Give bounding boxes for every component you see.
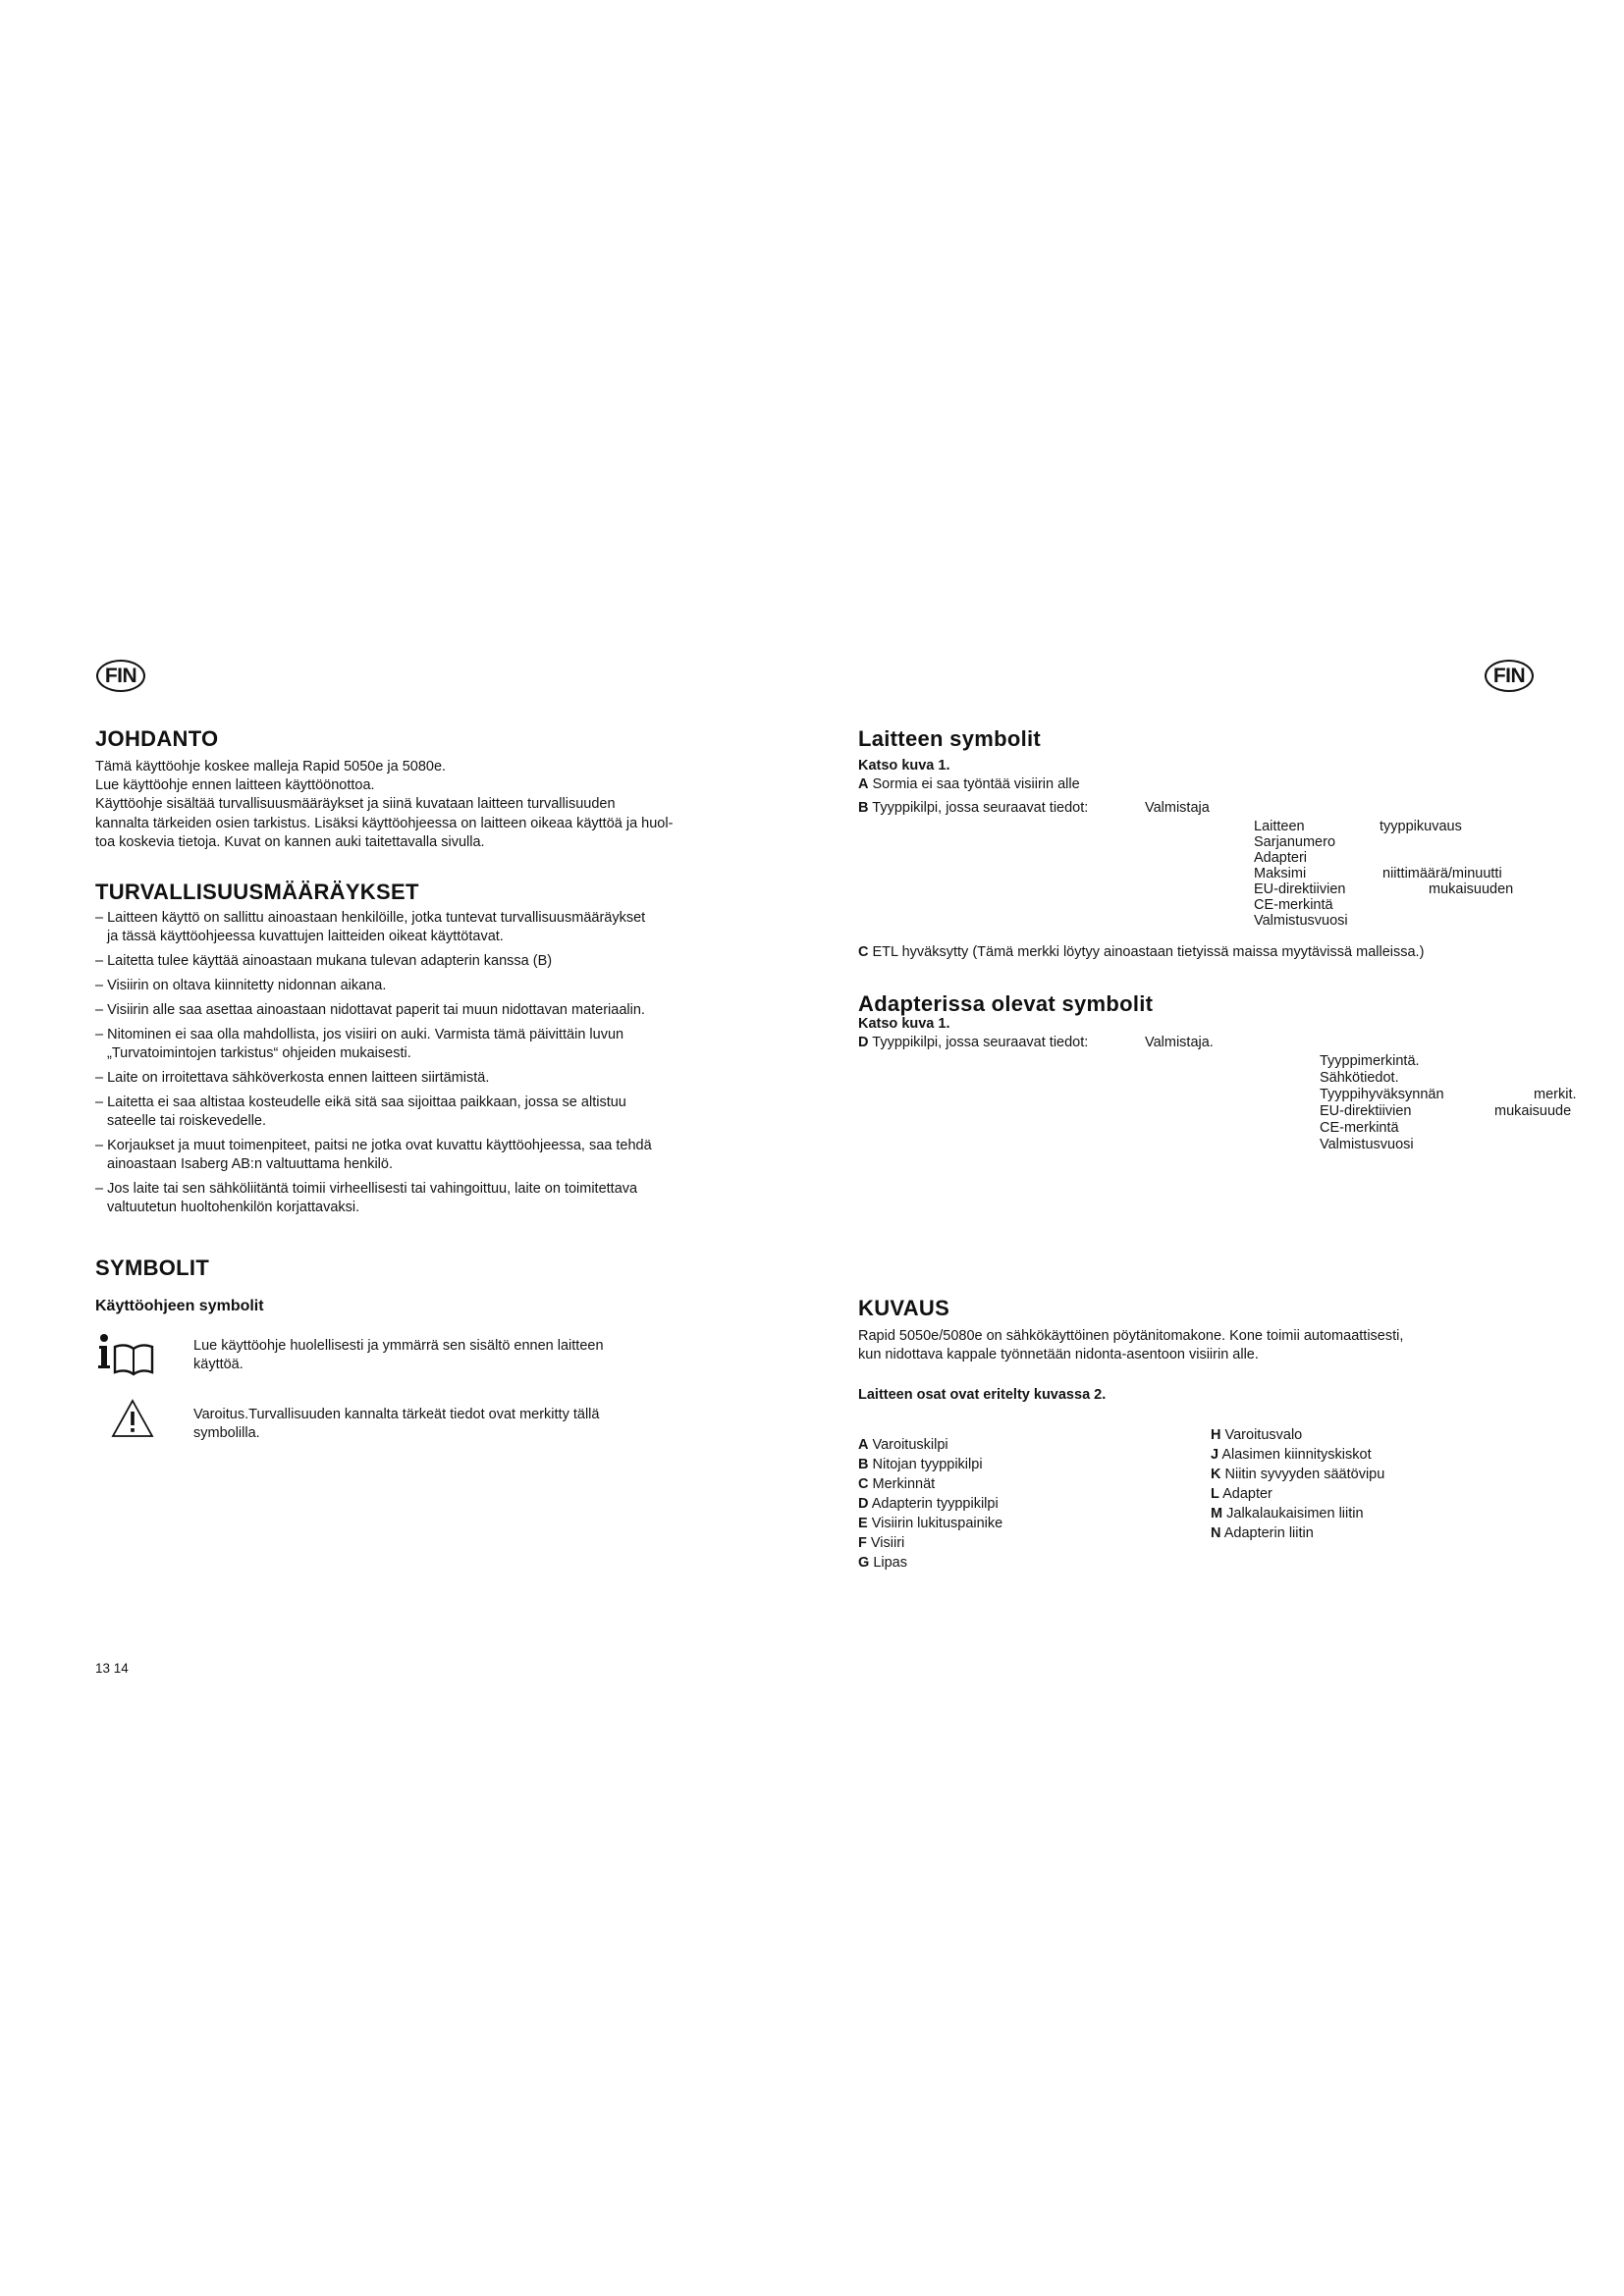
adapter-plate-label: merkit. (1534, 1087, 1577, 1102)
intro-text: Tämä käyttöohje koskee malleja Rapid 5050e ja 5080e. Lue käyttöohje ennen laitteen käyttöönottoa. Käyttöohje sisältää turvallisuusmääräykset ja siinä kuvataan laitteen turvallisuuden kannalta tärkeiden osien tarkistus. Lisäksi käyttöohjeessa on laitteen oikeaa käyttöä ja huol- toa koskevia tietoja. Kuvat on kannen auki taitettavalla sivulla. (95, 759, 674, 850)
intro-title: JOHDANTO (95, 726, 219, 751)
list-item: F Visiiri (858, 1535, 905, 1551)
info-book-icon (96, 1333, 155, 1376)
symbols-title: SYMBOLIT (95, 1255, 210, 1280)
list-item: J Alasimen kiinnityskiskot (1211, 1447, 1372, 1463)
symbol-a: A Sormia ei saa työntää visiirin alle (858, 776, 1080, 792)
plate-label: EU-direktiivien (1254, 881, 1346, 897)
symbol-d-manufacturer: Valmistaja. (1145, 1035, 1214, 1050)
list-item: M Jalkalaukaisimen liitin (1211, 1506, 1364, 1522)
list-item: E Visiirin lukituspainike (858, 1516, 1003, 1531)
plate-label: Valmistusvuosi (1254, 913, 1348, 929)
symbol-d: D Tyyppikilpi, jossa seuraavat tiedot: (858, 1035, 1089, 1050)
description-text: Rapid 5050e/5080e on sähkökäyttöinen pöytänitomakone. Kone toimii automaattisesti, kun nidottava kappale työnnetään nidonta-asentoon visiirin alle. (858, 1328, 1404, 1363)
symbols-subtitle: Käyttöohjeen symbolit (95, 1298, 264, 1314)
plate-label: CE-merkintä (1254, 897, 1333, 913)
list-item: – Laite on irroitettava sähköverkosta ennen laitteen siirtämistä. (95, 1070, 490, 1086)
plate-label: Adapteri (1254, 850, 1308, 866)
list-item: A Varoituskilpi (858, 1437, 948, 1453)
adapter-symbols-ref: Katso kuva 1. (858, 1016, 950, 1032)
list-item: – Laitetta tulee käyttää ainoastaan mukana tulevan adapterin kanssa (B) (95, 953, 553, 969)
adapter-plate-label: CE-merkintä (1320, 1120, 1399, 1136)
adapter-plate-label: Valmistusvuosi (1320, 1137, 1414, 1152)
adapter-symbols-title: Adapterissa olevat symbolit (858, 991, 1154, 1016)
list-item: N Adapterin liitin (1211, 1525, 1314, 1541)
plate-label: mukaisuuden (1429, 881, 1514, 897)
list-item: C Merkinnät (858, 1476, 936, 1492)
safety-list (95, 909, 652, 1223)
symbol-c: C ETL hyväksytty (Tämä merkki löytyy ainoastaan tietyissä maissa myytävissä malleissa.) (858, 944, 1425, 960)
list-item: H Varoitusvalo (1211, 1427, 1303, 1443)
list-item: – Laitetta ei saa altistaa kosteudelle eikä sitä saa sijoittaa paikkaan, jossa se altistuu sateelle tai roiskevedelle. (95, 1095, 626, 1129)
symbol-b-manufacturer: Valmistaja (1145, 800, 1210, 816)
plate-label: Sarjanumero (1254, 834, 1336, 850)
adapter-plate-label: mukaisuude (1494, 1103, 1572, 1119)
list-item: – Visiirin alle saa asettaa ainoastaan nidottavat paperit tai muun nidottavan materiaalin. (95, 1002, 645, 1018)
list-item: D Adapterin tyyppikilpi (858, 1496, 999, 1512)
warning-symbol-text: Varoitus.Turvallisuuden kannalta tärkeät tiedot ovat merkitty tällä symbolilla. (193, 1407, 600, 1442)
list-item: – Nitominen ei saa olla mahdollista, jos visiiri on auki. Varmista tämä päivittäin luvun „Turvatoimintojen tarkistus“ ohjeiden mukaisesti. (95, 1027, 624, 1061)
list-item: B Nitojan tyyppikilpi (858, 1457, 983, 1472)
warning-triangle-icon (110, 1398, 155, 1439)
device-symbols-title: Laitteen symbolit (858, 726, 1042, 751)
page-numbers: 13 14 (95, 1661, 129, 1676)
list-item: G Lipas (858, 1555, 907, 1571)
language-badge-right: FIN (1485, 660, 1534, 692)
list-item: – Visiirin on oltava kiinnitetty nidonnan aikana. (95, 978, 387, 993)
safety-title: TURVALLISUUSMÄÄRÄYKSET (95, 880, 419, 904)
adapter-plate-label: Sähkötiedot. (1320, 1070, 1399, 1086)
plate-label: tyyppikuvaus (1380, 819, 1462, 834)
adapter-plate-label: Tyyppihyväksynnän (1320, 1087, 1444, 1102)
plate-label: niittimäärä/minuutti (1382, 866, 1502, 881)
list-item: – Korjaukset ja muut toimenpiteet, paitsi ne jotka ovat kuvattu käyttöohjeessa, saa tehdä ainoastaan Isaberg AB:n valtuuttama henkilö. (95, 1138, 652, 1172)
language-badge-left: FIN (96, 660, 145, 692)
plate-label: Laitteen (1254, 819, 1305, 834)
symbol-b: B Tyyppikilpi, jossa seuraavat tiedot: (858, 800, 1089, 816)
parts-list-right (1211, 1425, 1384, 1543)
plate-label: Maksimi (1254, 866, 1307, 881)
device-symbols-ref: Katso kuva 1. (858, 758, 950, 774)
adapter-plate-label: EU-direktiivien (1320, 1103, 1412, 1119)
description-title: KUVAUS (858, 1296, 950, 1320)
info-symbol-text: Lue käyttöohje huolellisesti ja ymmärrä sen sisältö ennen laitteen käyttöä. (193, 1338, 604, 1373)
list-item: – Jos laite tai sen sähköliitäntä toimii virheellisesti tai vahingoittuu, laite on toimitettava valtuutetun huoltohenkilön korjattavaksi. (95, 1181, 638, 1215)
parts-title: Laitteen osat ovat eritelty kuvassa 2. (858, 1387, 1107, 1403)
list-item: L Adapter (1211, 1486, 1272, 1502)
list-item: – Laitteen käyttö on sallittu ainoastaan henkilöille, jotka tuntevat turvallisuusmääräykset ja tässä käyttöohjeessa kuvattujen laitteiden oikeat käyttötavat. (95, 910, 646, 944)
list-item: K Niitin syvyyden säätövipu (1211, 1467, 1385, 1482)
parts-list-left (858, 1435, 1002, 1573)
adapter-plate-label: Tyyppimerkintä. (1320, 1053, 1420, 1069)
